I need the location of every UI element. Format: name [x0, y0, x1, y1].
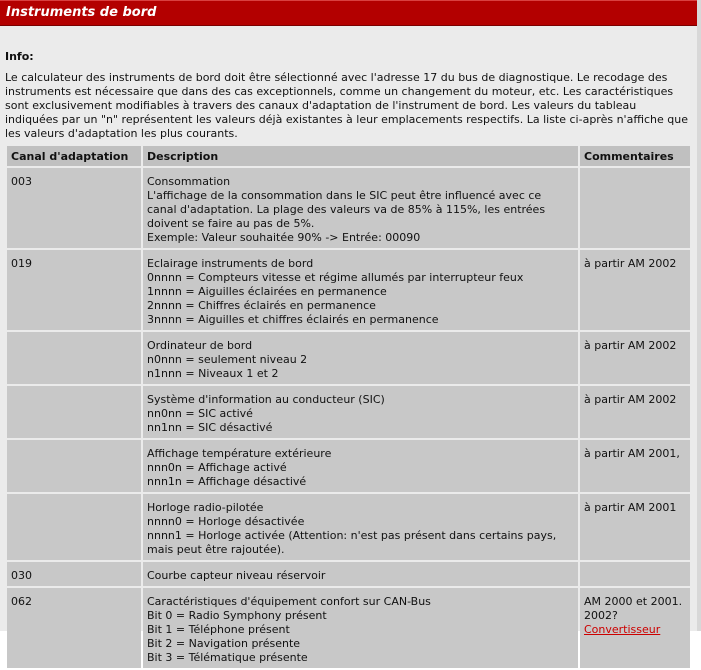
comment-text: à partir AM 2002 — [584, 339, 677, 352]
description-line: nnn1n = Affichage désactivé — [147, 475, 307, 488]
comment-text: à partir AM 2001, — [584, 447, 680, 460]
cell-description — [143, 250, 578, 330]
cell-comment — [580, 494, 690, 560]
description-line: Système d'information au conducteur (SIC) — [147, 393, 385, 406]
header-canal: Canal d'adaptation — [7, 146, 141, 166]
cell-comment — [580, 440, 690, 492]
table-header-row — [7, 146, 690, 166]
content — [0, 50, 697, 670]
cell-canal — [7, 332, 141, 384]
description-line: L'affichage de la consommation dans le SIC peut être influencé avec ce canal d'adaptation. La plage des valeurs va de 85% à 115%, les entrées doivent se faire au pas de 5%. — [147, 189, 546, 230]
table-row — [7, 494, 690, 560]
table-row — [7, 440, 690, 492]
description-line: Caractéristiques d'équipement confort sur CAN-Bus — [147, 595, 431, 608]
cell-comment — [580, 588, 690, 668]
description-line: Consommation — [147, 175, 231, 188]
description-line: nnnn0 = Horloge désactivée — [147, 515, 305, 528]
cell-description — [143, 562, 578, 586]
cell-description — [143, 440, 578, 492]
cell-canal — [7, 440, 141, 492]
cell-canal: 003 — [7, 168, 141, 248]
description-line: Bit 1 = Téléphone présent — [147, 623, 290, 636]
description-line: Courbe capteur niveau réservoir — [147, 569, 326, 582]
header-description: Description — [143, 146, 578, 166]
description-line: 0nnnn = Compteurs vitesse et régime allumés par interrupteur feux — [147, 271, 524, 284]
cell-canal: 019 — [7, 250, 141, 330]
cell-description — [143, 332, 578, 384]
info-label: Info: — [5, 50, 34, 63]
description-line: Bit 3 = Télématique présente — [147, 651, 308, 664]
description-line: Horloge radio-pilotée — [147, 501, 264, 514]
description-line: nnnn1 = Horloge activée (Attention: n'est pas présent dans certains pays, mais peut être rajoutée). — [147, 529, 557, 556]
table-row — [7, 562, 690, 586]
comment-text: AM 2000 et 2001. 2002? — [584, 595, 683, 622]
cell-canal: 062 — [7, 588, 141, 668]
page-title: Instruments de bord — [0, 0, 697, 26]
cell-description — [143, 588, 578, 668]
description-line: Eclairage instruments de bord — [147, 257, 314, 270]
cell-comment — [580, 168, 690, 248]
cell-description — [143, 168, 578, 248]
cell-canal: 030 — [7, 562, 141, 586]
header-commentaires: Commentaires — [580, 146, 690, 166]
info-text: Le calculateur des instruments de bord doit être sélectionné avec l'adresse 17 du bus de diagnostique. Le recodage des instruments est nécessaire que dans des cas exceptionnels, comme un changement du moteur, etc. Les caractéristiques sont exclusivement modifiables à travers des canaux d'adaptation de l'instrument de bord. Les valeurs du tableau indiquées par un "n" représentent les valeurs déjà existantes à leur emplacements respectifs. La liste ci-après n'affiche que les valeurs d'adaptation les plus courants. — [5, 71, 688, 140]
description-line: 3nnnn = Aiguilles et chiffres éclairés en permanence — [147, 313, 439, 326]
description-line: n1nnn = Niveaux 1 et 2 — [147, 367, 279, 380]
cell-canal — [7, 386, 141, 438]
table-row — [7, 332, 690, 384]
table-row — [7, 386, 690, 438]
description-line: Exemple: Valeur souhaitée 90% -> Entrée: 00090 — [147, 231, 421, 244]
cell-description — [143, 386, 578, 438]
cell-canal — [7, 494, 141, 560]
comment-text: à partir AM 2001 — [584, 501, 677, 514]
description-line: nn1nn = SIC désactivé — [147, 421, 273, 434]
table-row — [7, 250, 690, 330]
comment-text: à partir AM 2002 — [584, 257, 677, 270]
description-line: Bit 2 = Navigation présente — [147, 637, 301, 650]
description-line: n0nnn = seulement niveau 2 — [147, 353, 308, 366]
description-line: nnn0n = Affichage activé — [147, 461, 287, 474]
table-row — [7, 588, 690, 668]
description-line: Bit 0 = Radio Symphony présent — [147, 609, 327, 622]
description-line: 1nnnn = Aiguilles éclairées en permanence — [147, 285, 387, 298]
description-line: nn0nn = SIC activé — [147, 407, 253, 420]
cell-description — [143, 494, 578, 560]
cell-comment — [580, 250, 690, 330]
comment-text: à partir AM 2002 — [584, 393, 677, 406]
description-line: Affichage température extérieure — [147, 447, 332, 460]
table-row — [7, 168, 690, 248]
cell-comment — [580, 332, 690, 384]
cell-comment — [580, 562, 690, 586]
adaptation-table — [5, 144, 692, 670]
table-body — [7, 168, 690, 668]
cell-comment — [580, 386, 690, 438]
convertisseur-link[interactable]: Convertisseur — [584, 623, 661, 636]
description-line: Ordinateur de bord — [147, 339, 253, 352]
description-line: 2nnnn = Chiffres éclairés en permanence — [147, 299, 376, 312]
